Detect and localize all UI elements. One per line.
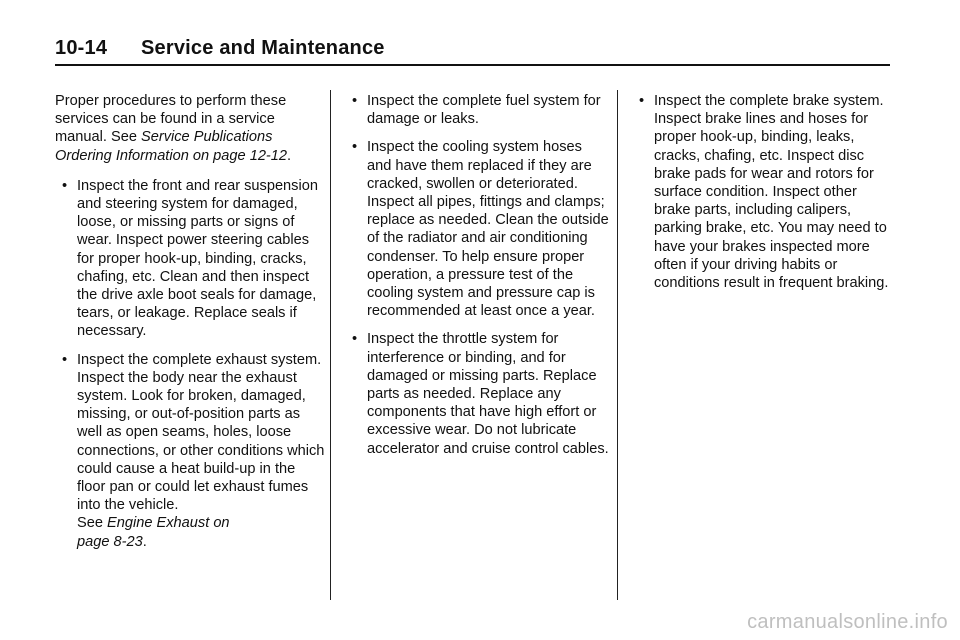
column-2-list bbox=[345, 92, 610, 458]
intro-paragraph bbox=[55, 92, 325, 165]
bullet-icon: • bbox=[352, 331, 358, 348]
page-header bbox=[55, 38, 890, 66]
header-title bbox=[55, 37, 385, 60]
column-divider-2 bbox=[617, 90, 618, 600]
list-item-cooling-system bbox=[345, 138, 610, 320]
bullet-icon: • bbox=[62, 351, 68, 368]
intro-text: Proper procedures to perform these services can be found in a service manual. See bbox=[55, 93, 287, 146]
engine-exhaust-page-link[interactable]: page 8-23 bbox=[77, 533, 143, 550]
see-label: See bbox=[77, 515, 108, 532]
column-3-list bbox=[632, 92, 892, 292]
column-1 bbox=[55, 92, 325, 561]
engine-exhaust-link[interactable]: Engine Exhaust on bbox=[107, 515, 230, 532]
reference-period: . bbox=[142, 533, 147, 550]
engine-exhaust-page-line bbox=[77, 533, 325, 551]
list-item-text: Inspect the throttle system for interference or binding, and for damaged or missing parts. Replace parts as needed. Replace any components that have high effort or excessive wear. Do not lubricate accelerator and cruise control cables. bbox=[367, 331, 609, 457]
bullet-icon: • bbox=[639, 93, 645, 109]
column-divider-1 bbox=[330, 90, 331, 600]
list-item-text: Inspect the complete brake system. Inspect brake lines and hoses for proper hook-up, binding, leaks, cracks, chafing, etc. Inspect disc brake pads for wear and rotors for surface condition. Inspect other brake parts, including calipers, parking brake, etc. You may need to have your brakes inspected more often if your driving habits or conditions result in frequent braking. bbox=[654, 93, 889, 292]
list-item-fuel-system bbox=[345, 92, 610, 128]
bullet-icon: • bbox=[352, 139, 358, 156]
bullet-icon: • bbox=[62, 177, 68, 194]
list-item-text: Inspect the front and rear suspension and steering system for damaged, loose, or missing parts or signs of wear. Inspect power steering cables for proper hook-up, binding, cracks, chafing, etc. Clean and then inspect the drive axle boot seals for damage, tears, or leakage. Replace seals if necessary. bbox=[77, 177, 318, 340]
section-title: Service and Maintenance bbox=[141, 37, 385, 59]
intro-period: . bbox=[287, 147, 292, 164]
list-item-brake-system bbox=[632, 92, 892, 292]
page-number: 10-14 bbox=[55, 37, 108, 59]
watermark: carmanualsonline.info bbox=[747, 611, 948, 633]
list-item-text: Inspect the cooling system hoses and have them replaced if they are cracked, swollen or deteriorated. Inspect all pipes, fittings and clamps; replace as needed. Clean the outside of the radiator and air conditioning condenser. To help ensure proper operation, a pressure test of the cooling system and pressure cap is recommended at least once a year. bbox=[367, 139, 609, 320]
column-2 bbox=[345, 92, 610, 468]
column-3 bbox=[632, 92, 892, 302]
list-item-text: Inspect the complete exhaust system. Inspect the body near the exhaust system. Look for broken, damaged, missing, or out-of-position parts as well as open seams, holes, loose connections, or other conditions which could cause a heat build-up in the floor pan or could let exhaust fumes into the vehicle. bbox=[77, 351, 325, 514]
list-item-text: Inspect the complete fuel system for damage or leaks. bbox=[367, 93, 601, 128]
bullet-icon: • bbox=[352, 93, 358, 109]
list-item-throttle-system bbox=[345, 330, 610, 457]
list-item-exhaust bbox=[55, 351, 325, 551]
list-item-suspension bbox=[55, 177, 325, 341]
service-publications-link[interactable]: Service Publications Ordering Information on page 12-12 bbox=[55, 129, 288, 164]
column-1-list bbox=[55, 177, 325, 551]
engine-exhaust-reference bbox=[77, 514, 325, 532]
